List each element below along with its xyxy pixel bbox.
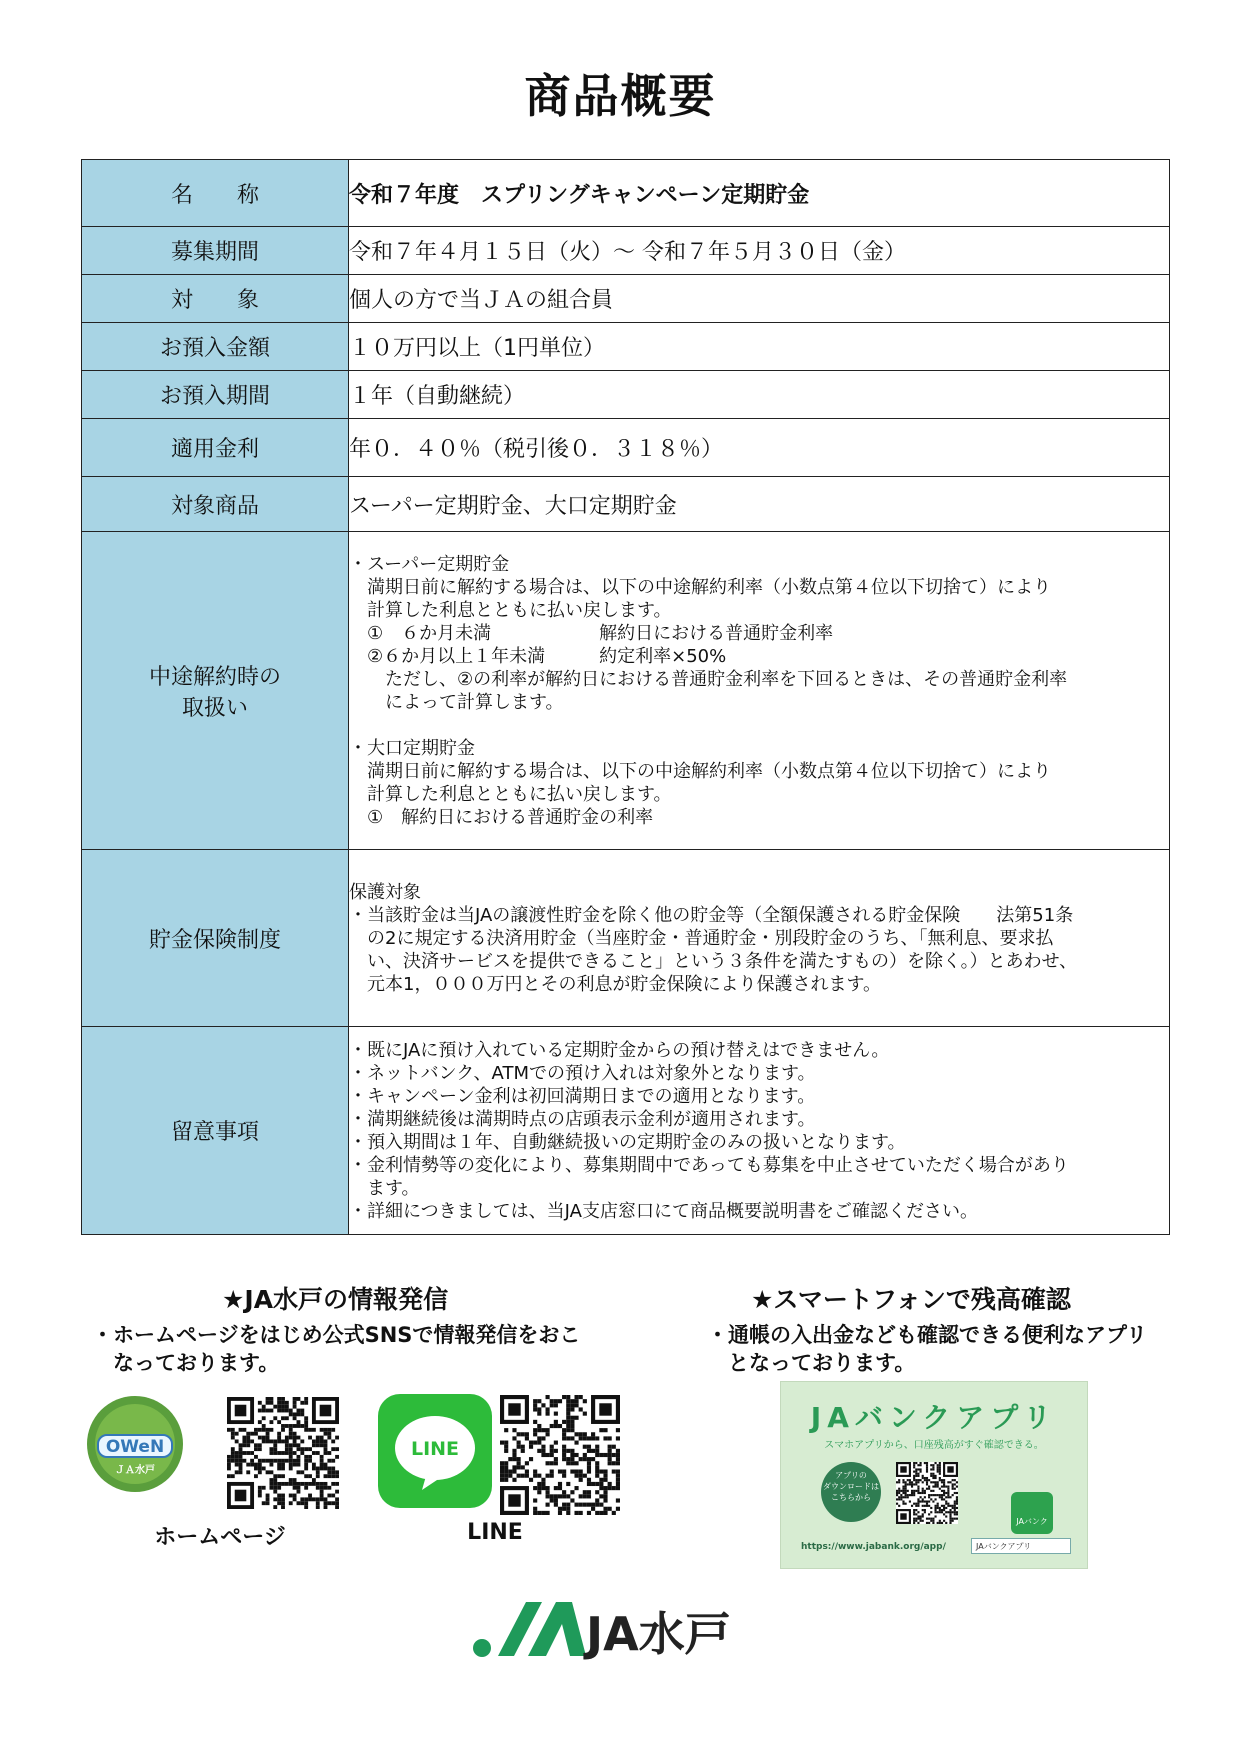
app-search-box: JAバンクアプリ	[971, 1538, 1071, 1554]
app-url[interactable]: https://www.jabank.org/app/	[801, 1542, 946, 1552]
product-summary-table	[81, 159, 1170, 1235]
info-heading: ★JA水戸の情報発信	[222, 1285, 449, 1314]
text-line: 満期日前に解約する場合は、以下の中途解約利率（小数点第４位以下切捨て）により	[349, 576, 1051, 598]
text-line: によって計算します。	[349, 691, 564, 713]
value-rate: 年０．４０％（税引後０．３１８％）	[349, 419, 1170, 477]
text-line	[349, 714, 1169, 737]
row-term	[82, 371, 1170, 419]
value-name: 令和７年度 スプリングキャンペーン定期貯金	[349, 160, 1170, 227]
smartphone-text-line-2: となっております。	[707, 1351, 916, 1375]
line-logo-text: LINE	[410, 1438, 460, 1460]
early-withdrawal-text	[349, 553, 1169, 829]
label-notes: 留意事項	[82, 1027, 349, 1235]
footer-brand: JA水戸	[586, 1607, 731, 1661]
row-early-withdrawal	[82, 532, 1170, 850]
row-notes	[82, 1027, 1170, 1235]
page-title: 商品概要	[524, 69, 717, 123]
label-insurance: 貯金保険制度	[82, 850, 349, 1027]
row-insurance	[82, 850, 1170, 1027]
value-notes	[349, 1027, 1170, 1235]
notes-text	[349, 1039, 1169, 1223]
info-text-line-1: ・ホームページをはじめ公式SNSで情報発信をおこ	[92, 1323, 581, 1347]
text-line: ます。	[349, 1177, 420, 1199]
ja-bank-app-icon: JAバンク	[1011, 1492, 1053, 1534]
row-name	[82, 160, 1170, 227]
text-line: ・金利情勢等の変化により、募集期間中であっても募集を中止させていただく場合があり	[349, 1154, 1069, 1176]
label-name: 名 称	[82, 160, 349, 227]
text-line: ・満期継続後は満期時点の店頭表示金利が適用されます。	[349, 1108, 816, 1130]
text-line: 計算した利息とともに払い戻します。	[349, 599, 672, 621]
text-line: 満期日前に解約する場合は、以下の中途解約利率（小数点第４位以下切捨て）により	[349, 760, 1051, 782]
owen-logo-text: OWeN	[105, 1437, 165, 1457]
label-term: お預入期間	[82, 371, 349, 419]
text-line: ・スーパー定期貯金	[349, 553, 510, 575]
label-target: 対 象	[82, 275, 349, 323]
app-download-badge: アプリの ダウンロードは こちらから	[821, 1462, 881, 1522]
owen-logo-sub: ＪＡ水戸	[115, 1465, 155, 1476]
text-line: ・大口定期貯金	[349, 737, 475, 759]
text-line: ① 解約日における普通貯金の利率	[349, 806, 654, 828]
value-insurance	[349, 850, 1170, 1027]
text-line: ②６か月以上１年未満 約定利率×50%	[349, 645, 727, 667]
text-line: ・ネットバンク、ATMでの預け入れは対象外となります。	[349, 1062, 816, 1084]
value-target: 個人の方で当ＪＡの組合員	[349, 275, 1170, 323]
app-qr-code[interactable]	[896, 1462, 958, 1524]
homepage-caption: ホームページ	[154, 1525, 286, 1550]
text-line: ただし、②の利率が解約日における普通貯金利率を下回るときは、その普通貯金利率	[349, 668, 1068, 690]
info-text	[92, 1321, 580, 1377]
homepage-qr-code[interactable]	[227, 1397, 339, 1509]
app-title: JAバンクアプリ	[810, 1401, 1058, 1434]
smartphone-text	[707, 1321, 1147, 1377]
text-line: ・キャンペーン金利は初回満期日までの適用となります。	[349, 1085, 816, 1107]
smartphone-heading: ★スマートフォンで残高確認	[751, 1285, 1071, 1314]
text-line: ・詳細につきましては、当JA支店窓口にて商品概要説明書をご確認ください。	[349, 1200, 978, 1222]
text-line: ・預入期間は１年、自動継続扱いの定期貯金のみの扱いとなります。	[349, 1131, 906, 1153]
info-text-line-2: なっております。	[92, 1351, 280, 1375]
row-target	[82, 275, 1170, 323]
value-amount: １０万円以上（1円単位）	[349, 323, 1170, 371]
label-products: 対象商品	[82, 477, 349, 532]
label-amount: お預入金額	[82, 323, 349, 371]
text-line: 保護対象	[349, 881, 421, 903]
text-line: 計算した利息とともに払い戻します。	[349, 783, 672, 805]
insurance-text	[349, 881, 1169, 996]
text-line: ・既にJAに預け入れている定期貯金からの預け替えはできません。	[349, 1039, 890, 1061]
text-line: ① ６か月未満 解約日における普通貯金利率	[349, 622, 834, 644]
value-period: 令和７年４月１５日（火）～ 令和７年５月３０日（金）	[349, 227, 1170, 275]
text-line: の2に規定する決済用貯金（当座貯金・普通貯金・別段貯金のうち、「無利息、要求払	[349, 927, 1054, 949]
ja-bank-app-banner[interactable]	[780, 1381, 1088, 1569]
row-amount	[82, 323, 1170, 371]
row-period	[82, 227, 1170, 275]
text-line: い、決済サービスを提供できること」という３条件を満たすもの）を除く。）とあわせ、	[349, 950, 1078, 972]
value-term: １年（自動継続）	[349, 371, 1170, 419]
owen-logo	[80, 1389, 190, 1499]
line-logo[interactable]	[378, 1394, 492, 1508]
row-products	[82, 477, 1170, 532]
line-qr-code[interactable]	[500, 1395, 620, 1515]
value-early-withdrawal	[349, 532, 1170, 850]
text-line: ・当該貯金は当JAの譲渡性貯金を除く他の貯金等（全額保護される貯金保険 法第51条	[349, 904, 1074, 926]
row-rate	[82, 419, 1170, 477]
value-products: スーパー定期貯金、大口定期貯金	[349, 477, 1170, 532]
text-line: 元本1，０００万円とその利息が貯金保険により保護されます。	[349, 973, 882, 995]
app-subtitle: スマホアプリから、口座残高がすぐ確認できる。	[824, 1440, 1044, 1451]
label-period: 募集期間	[82, 227, 349, 275]
label-early-withdrawal: 中途解約時の 取扱い	[82, 532, 349, 850]
label-rate: 適用金利	[82, 419, 349, 477]
line-caption: LINE	[467, 1520, 523, 1545]
smartphone-text-line-1: ・通帳の入出金なども確認できる便利なアプリ	[707, 1323, 1148, 1347]
